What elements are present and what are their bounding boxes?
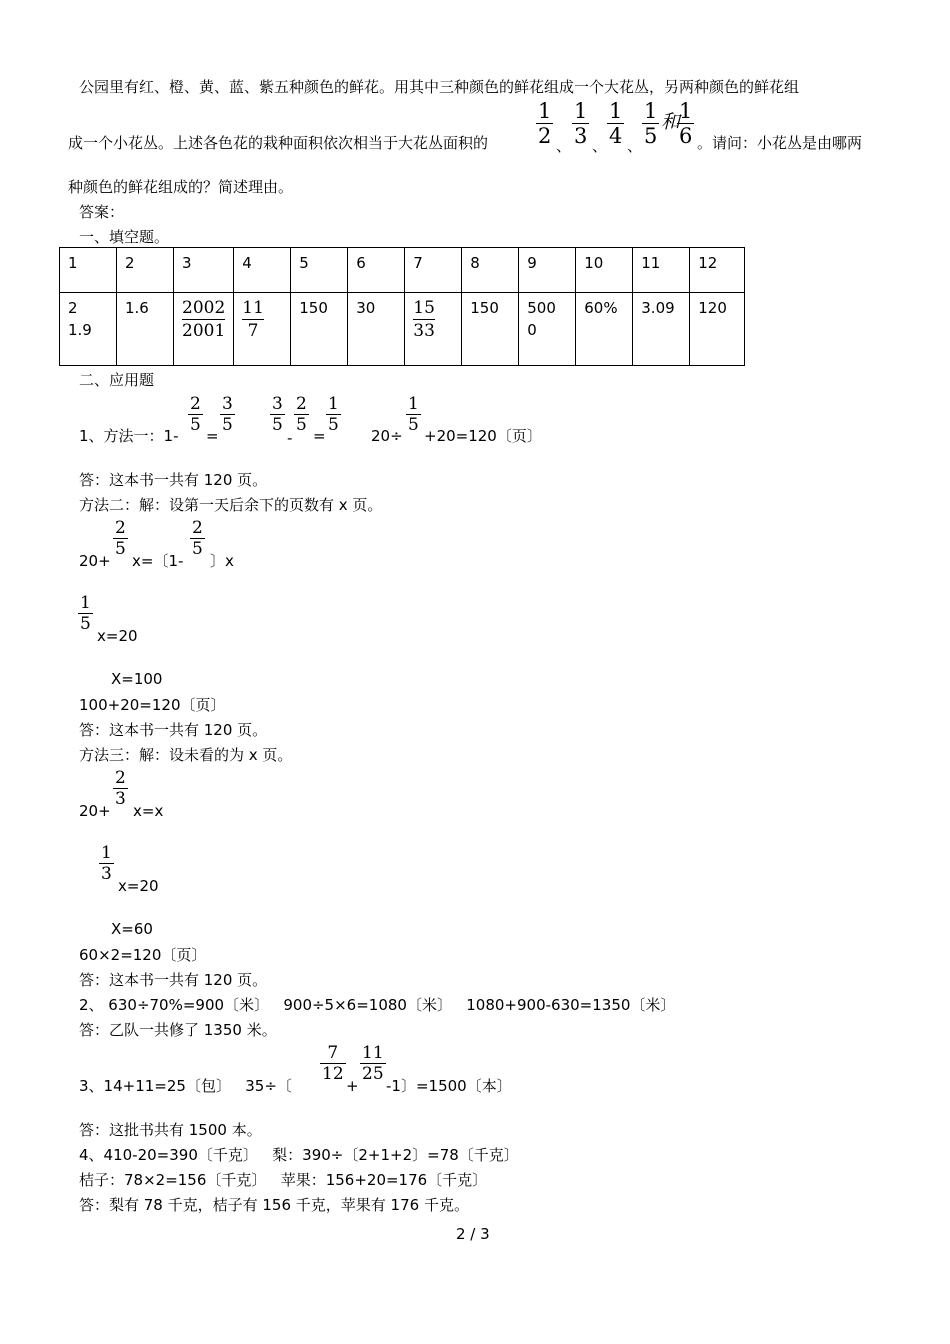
- problem-line-3: 种颜色的鲜花组成的？简述理由。: [68, 178, 294, 196]
- section-1-title: 一、填空题。: [79, 228, 170, 246]
- q4-answer: 答：梨有 78 千克，桔子有 156 千克，苹果有 176 千克。: [79, 1196, 469, 1214]
- q1-m3-eq: x=x: [133, 802, 164, 820]
- q3-line: 3、14+11=25〔包〕 35÷〔: [79, 1077, 292, 1095]
- and-word: 和: [661, 111, 681, 133]
- q3-line-end: -1〕=1500〔本〕: [386, 1077, 512, 1095]
- q1-method2-title: 方法二：解：设第一天后余下的页数有 x 页。: [79, 496, 383, 514]
- fraction: 1 3: [101, 843, 112, 884]
- fraction: 2 5: [192, 518, 203, 559]
- fraction: 2 5: [115, 518, 126, 559]
- q1-m2-eq: x=〔1-: [132, 552, 184, 570]
- answer-label: 答案：: [79, 203, 125, 221]
- table-cell: 150: [291, 293, 348, 366]
- table-header-cell: 12: [690, 248, 745, 293]
- fraction-1-6: 1 6: [679, 99, 693, 148]
- q1-answer-3: 答：这本书一共有 120 页。: [79, 971, 268, 989]
- fraction: 1 5: [408, 394, 419, 435]
- fraction: 2 5: [296, 394, 307, 435]
- q1-calc: 20÷: [371, 427, 403, 445]
- q1-answer-1: 答：这本书一共有 120 页。: [79, 471, 268, 489]
- problem-line-1: 公园里有红、橙、黄、蓝、紫五种颜色的鲜花。用其中三种颜色的鲜花组成一个大花丛，另两种颜色的鲜花组: [79, 78, 800, 96]
- table-header-cell: 3: [174, 248, 234, 293]
- fraction: 7 12: [322, 1043, 344, 1084]
- table-cell: 3.09: [633, 293, 690, 366]
- table-cell: 150: [462, 293, 519, 366]
- fraction: 2 3: [115, 768, 126, 809]
- plus: +: [346, 1077, 359, 1095]
- table-cell: $\frac{2002}{2001}$: [174, 293, 234, 366]
- q2-answer: 答：乙队一共修了 1350 米。: [79, 1021, 277, 1039]
- equals: =: [313, 427, 326, 445]
- table-header-cell: 9: [519, 248, 576, 293]
- fraction: 3 5: [272, 394, 283, 435]
- section-2-title: 二、应用题: [79, 371, 155, 389]
- problem-line-2-start: 成一个小花丛。上述各色花的栽种面积依次相当于大花丛面积的: [68, 134, 489, 152]
- q1-m2-sum: 100+20=120〔页〕: [79, 696, 226, 714]
- fraction: 1 5: [328, 394, 339, 435]
- q1-m2-x: X=100: [111, 670, 163, 688]
- table-cell: $\frac{15}{33}$: [405, 293, 462, 366]
- fraction-1-5: 1 5: [644, 99, 658, 148]
- fraction-1-3: 1 3: [574, 99, 588, 148]
- q1-m2-eq: x=20: [97, 627, 138, 645]
- fraction: 2 5: [190, 394, 201, 435]
- q4-line-1: 4、410-20=390〔千克〕 梨：390÷〔2+1+2〕=78〔千克〕: [79, 1146, 519, 1164]
- q1-method1-prefix: 1、方法一：1-: [79, 427, 179, 445]
- separator: 、: [592, 137, 608, 155]
- table-cell: 30: [348, 293, 405, 366]
- q3-answer: 答：这批书共有 1500 本。: [79, 1121, 262, 1139]
- q1-m2-eq: 〕x: [210, 552, 234, 570]
- table-header-cell: 11: [633, 248, 690, 293]
- table-cell: 1.6: [117, 293, 174, 366]
- q2-line: 2、 630÷70%=900〔米〕 900÷5×6=1080〔米〕 1080+900-630=1350〔米〕: [79, 996, 676, 1014]
- fraction: 1 5: [80, 593, 91, 634]
- fraction-1-4: 1 4: [609, 99, 623, 148]
- table-header-cell: 10: [576, 248, 633, 293]
- q1-m3-x: X=60: [111, 920, 153, 938]
- table-cell: 60%: [576, 293, 633, 366]
- q1-answer-2: 答：这本书一共有 120 页。: [79, 721, 268, 739]
- table-header-cell: 4: [234, 248, 291, 293]
- table-header-cell: 6: [348, 248, 405, 293]
- q1-method3-title: 方法三：解：设未看的为 x 页。: [79, 746, 293, 764]
- table-cell: 500 0: [519, 293, 576, 366]
- fraction: 3 5: [222, 394, 233, 435]
- separator: 、: [556, 137, 572, 155]
- fraction-1-2: 1 2: [538, 99, 552, 148]
- table-cell: 120: [690, 293, 745, 366]
- table-header-cell: 8: [462, 248, 519, 293]
- q4-line-2: 桔子：78×2=156〔千克〕 苹果：156+20=176〔千克〕: [79, 1171, 488, 1189]
- table-header-row: [60, 248, 745, 293]
- equals: =: [206, 427, 219, 445]
- table-header-cell: 1: [60, 248, 117, 293]
- table-cell: $\frac{11}{7}$: [234, 293, 291, 366]
- q1-m2-eq: 20+: [79, 552, 111, 570]
- table-answer-row: [60, 293, 745, 366]
- q1-m3-eq: x=20: [118, 877, 159, 895]
- page-number: 2 / 3: [456, 1225, 490, 1243]
- q1-m3-sum: 60×2=120〔页〕: [79, 946, 207, 964]
- separator: 、: [627, 137, 643, 155]
- fraction: 11 25: [362, 1043, 384, 1084]
- answer-table: [59, 247, 745, 366]
- table-header-cell: 2: [117, 248, 174, 293]
- table-header-cell: 7: [405, 248, 462, 293]
- table-header-cell: 5: [291, 248, 348, 293]
- q1-m3-eq: 20+: [79, 802, 111, 820]
- minus: -: [287, 429, 293, 447]
- table-cell: 2 1.9: [60, 293, 117, 366]
- q1-calc-result: +20=120〔页〕: [424, 427, 542, 445]
- problem-line-2-end: 。请问：小花丛是由哪两: [697, 134, 863, 152]
